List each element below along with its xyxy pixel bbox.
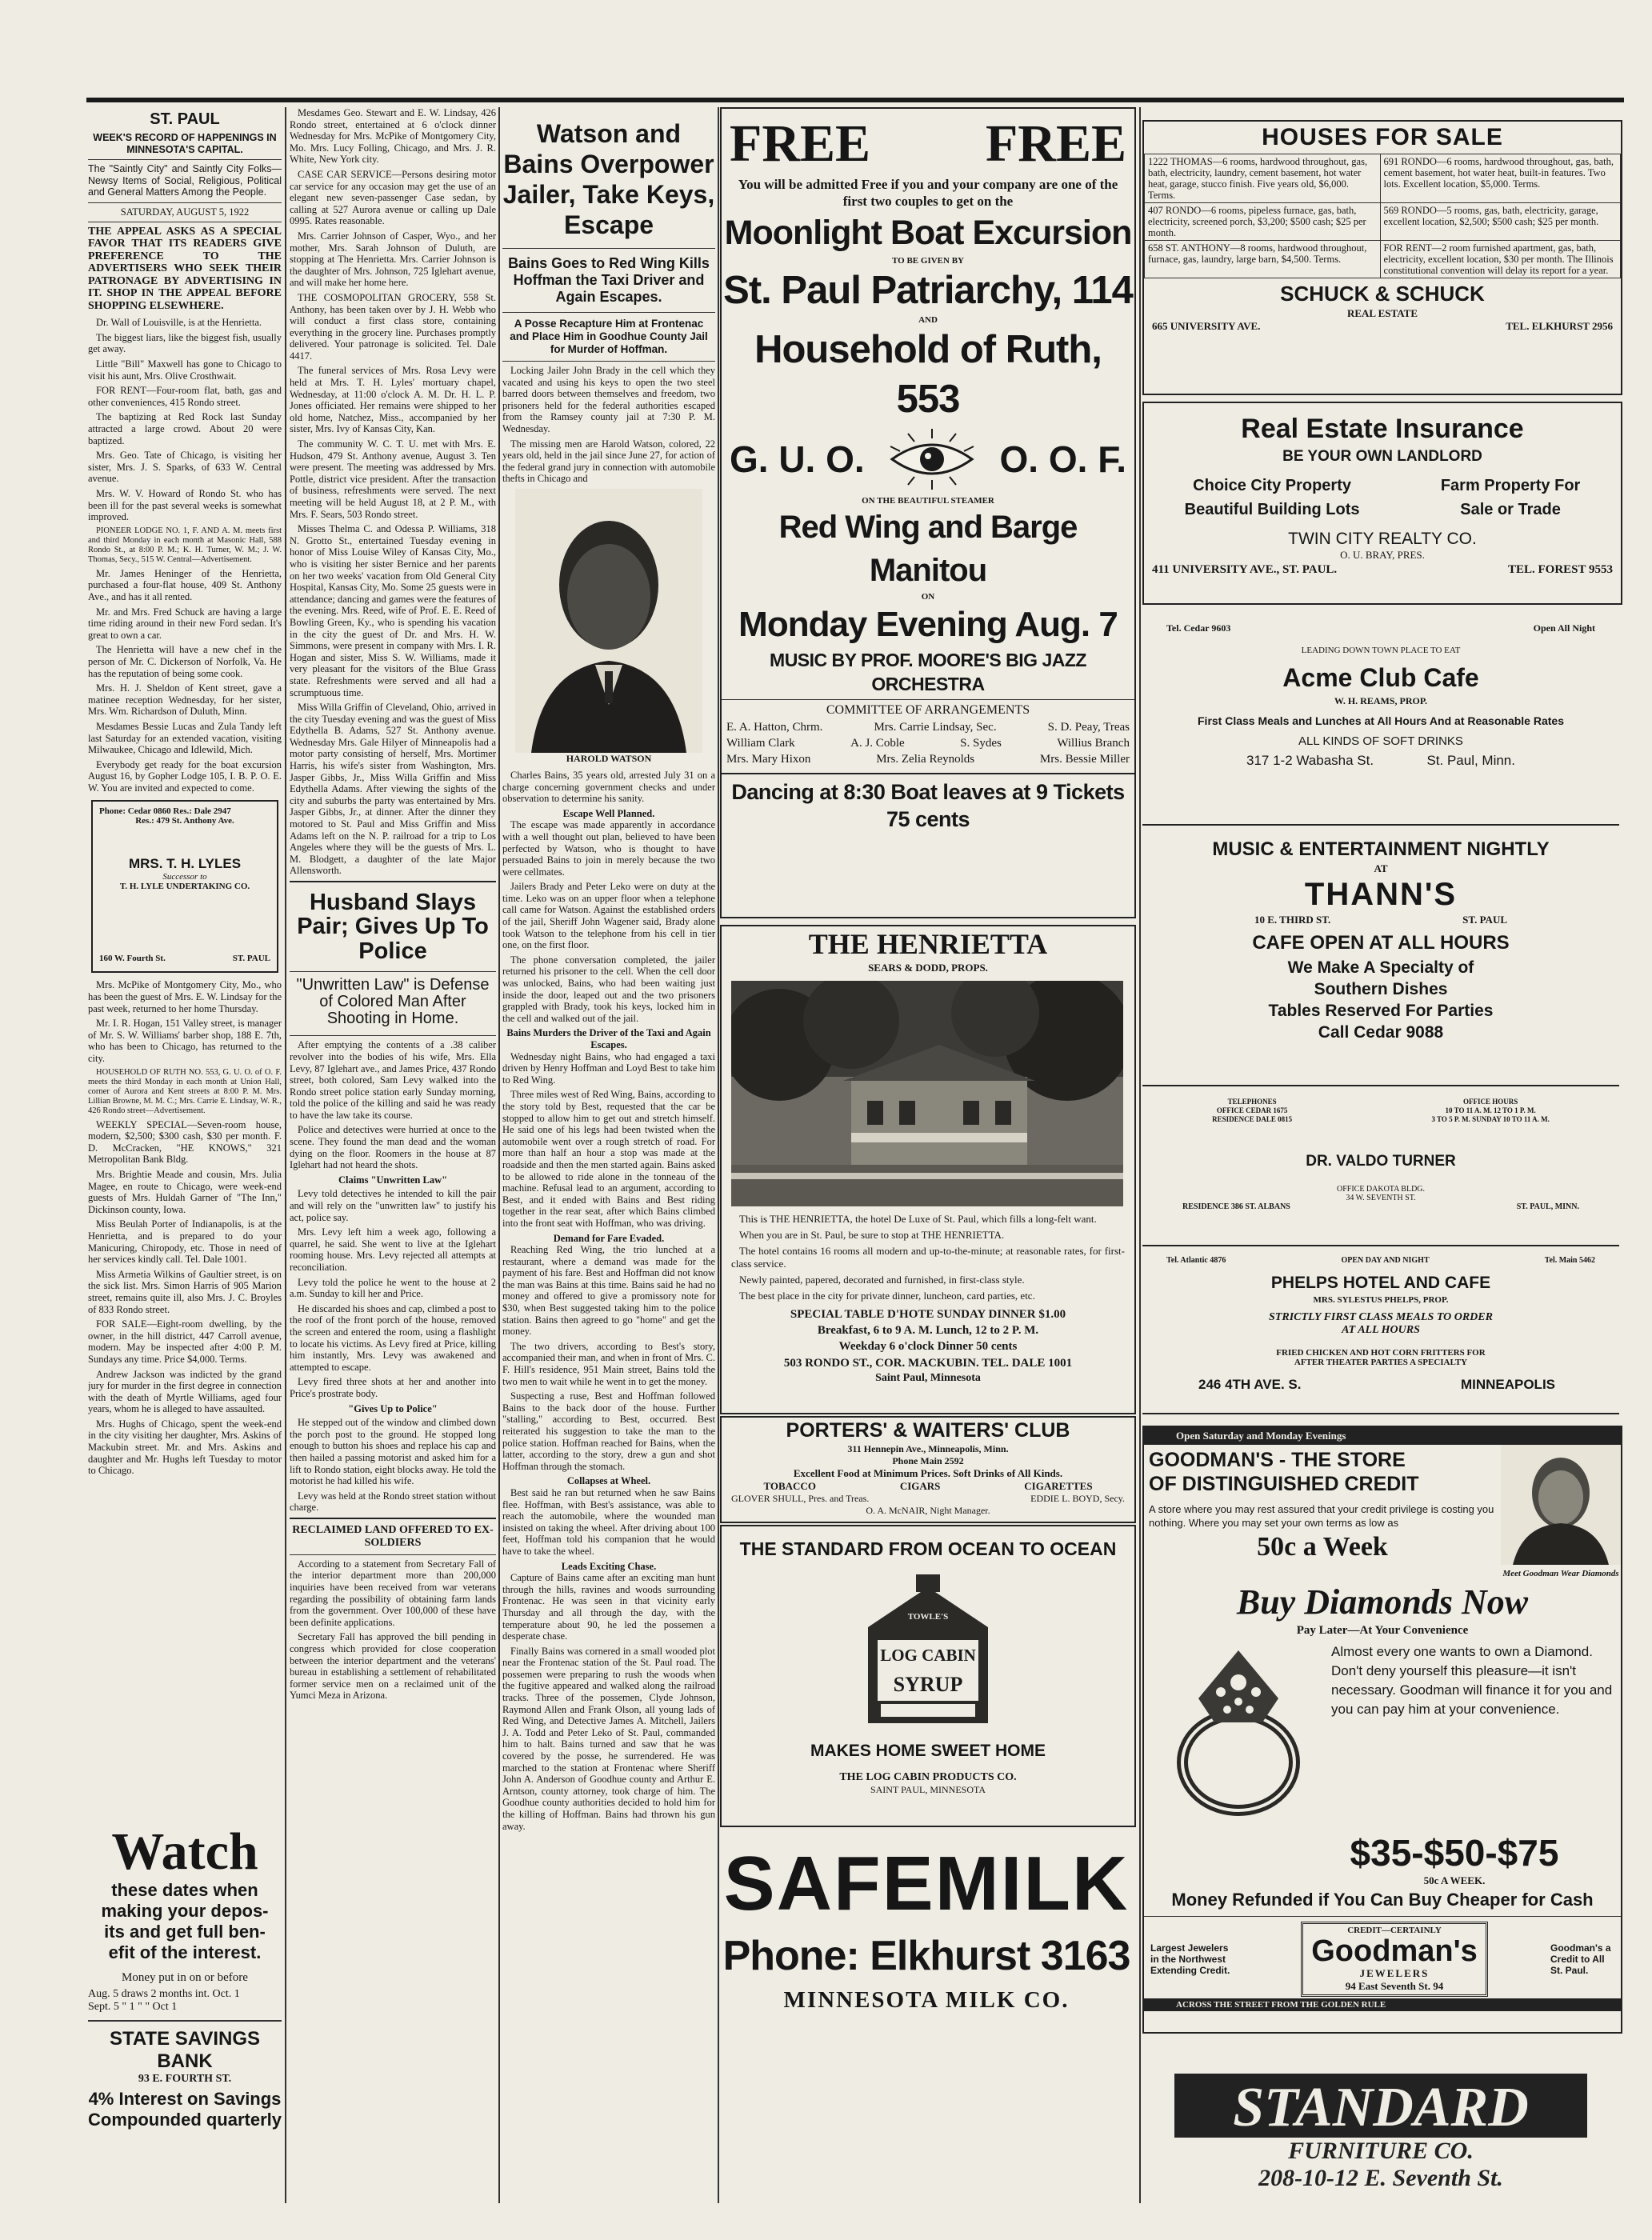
henrietta-line: The hotel contains 16 rooms all modern and up-to-the-minute; at reasonable rates, for first-class service. — [731, 1245, 1125, 1270]
divider — [290, 971, 496, 972]
standard-title: STANDARD — [1233, 2077, 1529, 2138]
porters-secretary: EDDIE L. BOYD, Secy. — [1030, 1493, 1125, 1504]
twin-city-realty-ad — [1142, 402, 1622, 605]
thanns-tables: Tables Reserved For Parties — [1268, 1002, 1494, 1020]
news-item: Mesdames Bessie Lucas and Zula Tandy left last Saturday for an extended vacation, visiting Milwaukee, Chicago and Idlewild, Mich. — [88, 720, 282, 756]
committee-member: Mrs. Zelia Reynolds — [876, 753, 975, 766]
bank-name: STATE SAVINGS BANK — [109, 2028, 260, 2072]
lyles-phones: Phone: Cedar 0860 Res.: Dale 2947 — [99, 806, 231, 817]
story-paragraph: Jailers Brady and Peter Leko were on duty at the time. Leko was on an upper floor when a telephone call came for Watson. Against the established orders of the jail, Sheriff John Wagener said, Brady alone took Watson to the telephone from his cell in tier one, on the first floor. — [502, 881, 715, 951]
committee-member: E. A. Hatton, Chrm. — [726, 721, 823, 734]
story-subhead: Bains Murders the Driver of the Taxi and Again Escapes. — [506, 1027, 711, 1050]
log-cabin-slogan: MAKES HOME SWEET HOME — [810, 1742, 1046, 1760]
phelps-hotel-ad — [1142, 1253, 1619, 1414]
henrietta-breakfast: Breakfast, 6 to 9 A. M. Lunch, 12 to 2 P. M. — [817, 1324, 1039, 1337]
acme-address: 317 1-2 Wabasha St. — [1246, 753, 1374, 768]
news-item: WEEKLY SPECIAL—Seven-room house, modern, $2,500; $300 cash, $30 per month. F. D. McCracken, "HE KNOWS," 321 Metropolitan Bank Bldg. — [88, 1118, 282, 1166]
porters-title: PORTERS' & WAITERS' CLUB — [786, 1419, 1070, 1442]
goodman-title: OF DISTINGUISHED CREDIT — [1149, 1473, 1419, 1495]
watch-row: Sept. 5 " 1 " " Oct 1 — [88, 2001, 178, 2013]
committee-member: S. D. Peay, Treas — [1047, 721, 1130, 734]
thanns-at: AT — [1374, 862, 1388, 874]
story-paragraph: Capture of Bains came after an exciting man hunt through the hills, ravines and woods surrounding Frontenac. He was seen in that vicinity early Thursday and all through the day, with the temperature about 90, he led the possemen a desperate chase. — [502, 1572, 715, 1642]
news-item: HOUSEHOLD OF RUTH NO. 553, G. U. O. of O. F. meets the third Monday in each month at Union Hall, corner of Aurora and Kent streets at 8:00 P. M. Mrs. Lillian Browne, M. M. C.; Mrs. Carrie E. Lindsay, W. R., 426 Rondo street—Advertisement. — [88, 1067, 282, 1115]
porters-phone: Phone Main 2592 — [892, 1455, 964, 1466]
turner-hours: 3 TO 5 P. M. SUNDAY 10 TO 11 A. M. — [1431, 1115, 1550, 1123]
divider — [290, 881, 496, 882]
porters-item: CIGARS — [899, 1480, 941, 1492]
story-paragraph: He discarded his shoes and cap, climbed a post to the roof of the front porch of the house, removed the screen and entered the room, using a flashlight to locate his victims. As Levy fired at Price, killing him instantly, Mrs. Levy was awakened and attempted to escape. — [290, 1302, 496, 1373]
goodman-body: A store where you may rest assured that your credit privilege is costing you nothing. Where you may set your own terms as low as — [1149, 1503, 1494, 1529]
reclaimed-headline: RECLAIMED LAND OFFERED TO EX-SOLDIERS — [292, 1523, 494, 1549]
realty-pres: O. U. BRAY, PRES. — [1340, 549, 1425, 561]
committee-member: Mrs. Mary Hixon — [726, 753, 811, 766]
acme-meals: First Class Meals and Lunches at All Hours And at Reasonable Rates — [1198, 714, 1564, 727]
story-subhead: Escape Well Planned. — [562, 807, 655, 819]
lyles-undertaking-ad — [91, 800, 278, 973]
goodman-fifty: 50c A WEEK. — [1423, 1874, 1486, 1886]
can-brand: TOWLE'S — [907, 1612, 949, 1622]
watch-title: Watch — [111, 1822, 258, 1881]
committee-member: William Clark — [726, 737, 795, 750]
henrietta-title: THE HENRIETTA — [808, 928, 1048, 960]
column-divider — [498, 107, 500, 2203]
lyles-residence: Res.: 479 St. Anthony Ave. — [135, 816, 234, 826]
porters-manager: O. A. McNAIR, Night Manager. — [866, 1505, 990, 1516]
divider — [290, 1518, 496, 1519]
houses-title: HOUSES FOR SALE — [1262, 124, 1503, 150]
news-item: Mrs. Brightie Meade and cousin, Mrs. Julia Magee, en route to Chicago, were week-end guests of Mrs. Huldah Garner of "The Inn," Dickinson county, Iowa. — [88, 1169, 282, 1215]
can-name: LOG CABIN — [880, 1646, 976, 1665]
log-cabin-title: THE STANDARD FROM OCEAN TO OCEAN — [739, 1538, 1117, 1559]
goodman-image — [1501, 1445, 1621, 1565]
standard-furniture-ad — [1142, 2066, 1619, 2194]
thanns-specialty: Southern Dishes — [1314, 980, 1448, 998]
state-savings-bank-ad — [88, 1824, 282, 2200]
thanns-call: Call Cedar 9088 — [1318, 1023, 1444, 1042]
goodman-pay-later: Pay Later—At Your Convenience — [1296, 1624, 1469, 1637]
oof-label: O. O. F. — [999, 438, 1126, 480]
acme-drinks: ALL KINDS OF SOFT DRINKS — [1298, 734, 1463, 748]
goodmans-jewelers-ad — [1142, 1426, 1622, 2034]
phelps-tel: Tel. Main 5462 — [1544, 1256, 1595, 1265]
goodman-across: ACROSS THE STREET FROM THE GOLDEN RULE — [1144, 1998, 1621, 2011]
thanns-music: MUSIC & ENTERTAINMENT NIGHTLY — [1212, 838, 1550, 860]
log-cabin-city: SAINT PAUL, MINNESOTA — [870, 1784, 986, 1795]
acme-tel: Tel. Cedar 9603 — [1166, 622, 1231, 634]
standard-logo — [1158, 2066, 1603, 2194]
porters-tagline: Excellent Food at Minimum Prices. Soft Drinks of All Kinds. — [793, 1467, 1063, 1479]
acme-city: St. Paul, Minn. — [1426, 753, 1515, 768]
news-item: Mrs. W. V. Howard of Rondo St. who has been ill for the past several weeks is somewhat improved. — [88, 488, 282, 523]
lyles-successor: Successor to — [162, 872, 207, 882]
story-paragraph: The escape was made apparently in accordance with a well thought out plan, believed to have been perfected by Watson, who is thought to have persuaded Bains to join in merely because the two were cellmates. — [502, 819, 715, 878]
turner-office: OFFICE DAKOTA BLDG. — [1336, 1185, 1426, 1194]
news-item: Dr. Wall of Louisville, is at the Henrietta. — [96, 317, 262, 329]
story-paragraph: Finally Bains was cornered in a small wooded plot near the Frontenac station of the St. Paul road. The possemen were preparing to rush the woods when the fugitive appeared and walked along the railroad tracks. Three of the possemen, Clyde Johnson, Raymond Allen and Frank Olson, all young lads of Red Wing, and Detective James A. Mitchell, Jailers J. A. Todd and Peter Leko of St. Paul, commanded him to halt. Bains turned and saw that he was covered by the posse, he surrendered. He was marched to the station at Frontenac where Sheriff John A. Anderson of Goodhue county and Arthur E. Arntson, county attorney, took charge of him. The Goodhue county authorities decided to hold him for the killing of Hoffman. Bains had thrown his gun away. — [502, 1645, 715, 1832]
realty-tel: TEL. FOREST 9553 — [1507, 563, 1613, 576]
dr-turner-card — [1142, 1093, 1619, 1246]
goodman-portrait — [1501, 1445, 1621, 1581]
news-item: Mrs. H. J. Sheldon of Kent street, gave a matinee reception Wednesday, for her sister, Mrs. Wm. Richardson of Duluth, Minn. — [88, 682, 282, 718]
acme-leading: LEADING DOWN TOWN PLACE TO EAT — [1301, 646, 1461, 655]
news-item: Mrs. Hughs of Chicago, spent the week-end in the city visiting her daughter, Mrs. Askins of Mackubin street. Mr. and Mrs. Askins and daughter and Mr. Hughs left Tuesday to motor to Chicago. — [88, 1418, 282, 1477]
story-paragraph: Mrs. Levy left him a week ago, following a quarrel, he said. She went to live at the Iglehart rooming house. Mrs. Levy rejected all attempts at reconciliation. — [290, 1226, 496, 1273]
news-item: Everybody get ready for the boat excursion August 16, by Gopher Lodge 105, I. B. P. O. E. W. You are invited and expected to come. — [88, 758, 282, 794]
acme-open: Open All Night — [1533, 622, 1595, 634]
watch-row: Aug. 5 draws 2 months int. Oct. 1 — [88, 1988, 240, 2000]
slays-story — [290, 1039, 496, 1514]
story-paragraph: The missing men are Harold Watson, colored, 22 years old, held in the jail since June 27, for action of the federal grand jury in connection with automobile thefts in Chicago and — [502, 438, 715, 485]
divider — [88, 159, 282, 160]
safemilk-ad — [720, 1840, 1133, 2192]
story-paragraph: Reaching Red Wing, the trio lunched at a restaurant, where a demand was made for the payment of his fare. Best and Hoffman did not know the man was Bains at this time. Bains said he had no money and offered to give a promissory note for $30, when Best suggested taking him to the police station. Bains then agreed to go "home" and get the money. — [502, 1244, 715, 1338]
safemilk-phone: Phone: Elkhurst 3163 — [722, 1933, 1130, 1979]
harold-watson-photo — [515, 489, 702, 753]
on-label: ON — [921, 592, 935, 602]
story-paragraph: Wednesday night Bains, who had engaged a taxi driven by Henry Hoffman and Loyd Best to take him to Red Wing. — [502, 1050, 715, 1086]
houses-sub: REAL ESTATE — [1346, 307, 1418, 319]
henrietta-photo — [731, 981, 1125, 1206]
standard-address: 208-10-12 E. Seventh St. — [1258, 2165, 1503, 2191]
event-name: Moonlight Boat Excursion — [724, 214, 1132, 252]
news-items-continued — [88, 979, 282, 1476]
news-item: Mrs. McPike of Montgomery City, Mo., who has been the guest of Mrs. E. W. Lindsay for the past week, returned to her home Thursday. — [88, 979, 282, 1014]
escape-subhead-2: A Posse Recapture Him at Frontenac and Place Him in Goodhue County Jail for Murder of Hoffman. — [510, 318, 708, 355]
porters-item: CIGARETTES — [1024, 1480, 1093, 1492]
boat-name: Red Wing and Barge Manitou — [778, 510, 1078, 588]
bank-compound: Compounded quarterly — [88, 2110, 282, 2130]
porters-item: TOBACCO — [763, 1480, 816, 1492]
column-escape-story — [502, 107, 715, 2203]
portrait-image — [515, 489, 702, 753]
news-item: Miss Willa Griffin of Cleveland, Ohio, arrived in the city Tuesday evening and was the guest of Miss Edythella B. Adams, 527 St. Anthony avenue. Wednesday Mrs. Gale Hilyer of Minneapolis had a motor party consisting of herself, Mrs. Mortimer Harris, his wife's sister from Washington, Mrs. Jasper Gibbs, Jr., Miss Willa Griffin and Miss Edythella Adams. After viewing the sights of the city and suburbs the party was entertained by Mrs. Jasper Gibbs, Jr., at dinner. After the dinner they motored to St. Paul and Miss Griffin and Miss Adams left on the N. P. railroad for a trip to Los Angeles where they will be the guests of Mrs. L. M. Blodgett, a daughter of the late Major Allensworth. — [290, 702, 496, 877]
henrietta-special: SPECIAL TABLE D'HOTE SUNDAY DINNER $1.00 — [790, 1308, 1066, 1321]
story-paragraph: The phone conversation completed, the jailer returned his prisoner to the cell. When the cell door was unlocked, Bains, who had been waiting just inside the door, leaped out and the two prisoners grappled with Brady, took his keys, locked him in the cell and walked out of the jail. — [502, 954, 715, 1024]
phelps-fried: FRIED CHICKEN AND HOT CORN FRITTERS FOR — [1276, 1348, 1486, 1358]
story-paragraph: Levy told detectives he intended to kill the pair and will rely on the "unwritten law" to justify his act, police say. — [290, 1188, 496, 1223]
phelps-prop: MRS. SYLESTUS PHELPS, PROP. — [1313, 1295, 1449, 1305]
news-item: FOR RENT—Four-room flat, bath, gas and other conveniences, 415 Rondo street. — [88, 385, 282, 408]
section-title: ST. PAUL — [150, 110, 220, 128]
news-item: The funeral services of Mrs. Rosa Levy were held at Mrs. T. H. Lyles' mortuary chapel, Wednesday, at 11:00 o'clock A. M. Dr. H. L. P. Jones officiated. Her remains were shipped to her old home, Natchez, Miss., accompanied by her sister, Mrs. Ivy of Kansas City, Kan. — [290, 365, 496, 435]
story-paragraph: After emptying the contents of a .38 caliber revolver into the bodies of his wife, Mrs. Ella Levy, 87 Iglehart ave., and James Price, 437 Rondo street, both colored, Sam Levy walked into the Rondo street police station early Sunday morning, told the police of the killing and said he was ready to have the law take its course. — [290, 1039, 496, 1121]
news-item: PIONEER LODGE NO. 1, F. AND A. M. meets first and third Monday in each month at Masonic Hall, 588 Rondo St., at 8:00 P. M.; K. H. Turner, W. M.; J. W. Thomas, Secy., 515 W. Central—Advertisement. — [88, 526, 282, 564]
goodman-prices: $35-$50-$75 — [1350, 1832, 1559, 1874]
diamond-ring-icon — [1150, 1642, 1326, 1826]
syrup-can-icon — [860, 1571, 996, 1731]
realty-item: Farm Property For — [1440, 477, 1581, 494]
realty-address: 411 UNIVERSITY AVE., ST. PAUL. — [1152, 563, 1338, 576]
music-label: MUSIC BY PROF. MOORE'S BIG JAZZ ORCHESTRA — [770, 650, 1086, 694]
escape-story — [502, 770, 715, 1832]
phelps-fried: AFTER THEATER PARTIES A SPECIALTY — [1294, 1358, 1468, 1367]
divider — [290, 1035, 496, 1036]
appeal-notice: THE APPEAL ASKS AS A SPECIAL FAVOR THAT ITS READERS GIVE PREFERENCE TO THE ADVERTISERS WHO SEEK THEIR PATRONAGE BY ADVERTISING IN IT. SHOP IN THE APPEAL BEFORE SHOPPING ELSEWHERE. — [88, 225, 282, 312]
story-paragraph: The two drivers, according to Best's story, accompanied their man, and when in front of Mrs. C. F. Hill's residence, 951 Main street, Bains told the two men to wait while he went in to get the money. — [502, 1340, 715, 1387]
reclaimed-story — [290, 1558, 496, 1702]
safemilk-company: MINNESOTA MILK CO. — [783, 1987, 1070, 2013]
divider — [88, 202, 282, 203]
phelps-city: MINNEAPOLIS — [1460, 1377, 1555, 1392]
henrietta-address: 503 RONDO ST., COR. MACKUBIN. TEL. DALE 1001 — [783, 1357, 1073, 1370]
thanns-cafe-ad — [1142, 837, 1619, 1086]
escape-subhead: Bains Goes to Red Wing Kills Hoffman the Taxi Driver and Again Escapes. — [508, 255, 710, 305]
society-items — [290, 107, 496, 877]
porters-president: GLOVER SHULL, Pres. and Treas. — [731, 1493, 870, 1504]
section-subtitle: WEEK'S RECORD OF HAPPENINGS IN MINNESOTA'S CAPITAL. — [93, 132, 277, 155]
goodman-logo-text: Goodman's — [1311, 1934, 1478, 1968]
thanns-specialty: We Make A Specialty of — [1287, 958, 1474, 977]
divider — [1144, 1916, 1621, 1917]
column-divider — [718, 107, 719, 2203]
watch-line: making your depos- — [101, 1901, 269, 1921]
story-subhead: "Gives Up to Police" — [348, 1402, 438, 1414]
watch-line: these dates when — [111, 1880, 258, 1900]
porters-waiters-club-ad — [720, 1416, 1136, 1523]
thanns-title: THANN'S — [1304, 877, 1458, 912]
phelps-meals: STRICTLY FIRST CLASS MEALS TO ORDER — [1269, 1311, 1493, 1323]
goodman-address: 94 East Seventh St. 94 — [1345, 1980, 1444, 1992]
news-item: Mr. James Heninger of the Henrietta, purchased a four-flat house, 409 St. Anthony Ave., and has it all rented. — [88, 567, 282, 602]
and-label: AND — [918, 315, 938, 325]
lyles-name: MRS. T. H. LYLES — [128, 856, 242, 872]
watch-line: efit of the interest. — [108, 1942, 262, 1962]
can-syrup: SYRUP — [893, 1673, 963, 1696]
committee-member: Willius Branch — [1057, 737, 1130, 750]
free-right: FREE — [985, 114, 1126, 173]
listing: 1222 THOMAS—6 rooms, hardwood throughout, gas, bath, electricity, laundry, cement basement, hot water heat, garage, stucco finish. Five years old, $6,000. Terms. — [1145, 154, 1381, 203]
story-paragraph: Suspecting a ruse, Best and Hoffman followed Bains to the back door of the house. Further "stalling," according to Best, occurred. Best reiterated his suggestion to take the man to the police station. Hoffman reached for Bains, when the latter, according to the story, drew a gun and shot Hoffman through the stomach. — [502, 1390, 715, 1472]
news-item: CASE CAR SERVICE—Persons desiring motor car service for any occasion may get the use of an elegant new seven-passenger Case sedan, by calling at 527 Aurora avenue or calling up Dale 0995. Rates reasonable. — [290, 168, 496, 227]
committee-member: Mrs. Bessie Miller — [1039, 753, 1130, 766]
news-item: FOR SALE—Eight-room dwelling, by the owner, in the hill district, 447 Carroll avenue, modern. May be inspected after 4:00 P. M. Sundays any time. Price $4,000. Terms. — [88, 1318, 282, 1365]
goodman-open: Open Saturday and Monday Evenings — [1144, 1427, 1621, 1445]
turner-hours-label: OFFICE HOURS — [1463, 1098, 1518, 1106]
free-boat-excursion-ad — [720, 107, 1136, 918]
houses-for-sale-ad — [1142, 120, 1622, 395]
news-item: Miss Beulah Porter of Indianapolis, is at the Henrietta, and is prepared to do your Manicuring, Chiropody, etc. Those in need of her services kindly call. Tel. Dale 1001. — [88, 1218, 282, 1266]
story-paragraph: Three miles west of Red Wing, Bains, according to the story told by Best, requested that the car be stopped to allow him to get out and stretch himself. He said one of his legs had been twisted when the automobile went over a rough stretch of road. For more than half an hour a stop was made at the roadside and then the men started again. Bains asked to be allowed to ride alone in the tonneau of the machine. Refusal lead to an argument, according to Best, and it ended with Bains and Best riding together in the rear seat, after which Bains climbed into the front seat with Hoffman, who was driving. — [502, 1089, 715, 1229]
org-patriarchy: St. Paul Patriarchy, 114 — [723, 269, 1133, 312]
thanns-city: ST. PAUL — [1462, 914, 1507, 926]
steamer-label: ON THE BEAUTIFUL STEAMER — [862, 496, 994, 506]
page-top-rule — [86, 98, 1624, 102]
standard-sub: FURNITURE CO. — [1288, 2138, 1474, 2164]
committee-title: COMMITTEE OF ARRANGEMENTS — [826, 703, 1030, 717]
column-divider — [285, 107, 286, 2203]
houses-address: 665 UNIVERSITY AVE. — [1152, 320, 1261, 332]
escape-headline: Watson and Bains Overpower Jailer, Take Keys, Escape — [502, 119, 715, 239]
story-subhead: Demand for Fare Evaded. — [553, 1232, 665, 1244]
houses-tel: TEL. ELKHURST 2956 — [1506, 320, 1613, 332]
phelps-title: PHELPS HOTEL AND CAFE — [1270, 1274, 1491, 1292]
turner-name: DR. VALDO TURNER — [1306, 1153, 1456, 1170]
story-paragraph: Levy was held at the Rondo street station without charge. — [290, 1490, 496, 1514]
story-paragraph: Levy told the police he went to the house at 2 a.m. Sunday to kill her and Price. — [290, 1276, 496, 1300]
news-item: THE COSMOPOLITAN GROCERY, 558 St. Anthony, has been taken over by J. H. Webb who will conduct a first class store, containing everything in the grocery line. Purchases promptly delivered. Your patronage is solicited. Tel. Dale 4417. — [290, 291, 496, 362]
henrietta-hotel-ad — [720, 925, 1136, 1414]
bank-interest: 4% Interest on Savings — [88, 2089, 282, 2109]
photo-caption: HAROLD WATSON — [566, 752, 652, 764]
org-household-of-ruth: Household of Ruth, 553 — [754, 328, 1102, 421]
news-item: The biggest liars, like the biggest fish, usually get away. — [88, 331, 282, 355]
turner-residence: RESIDENCE 386 ST. ALBANS — [1182, 1202, 1290, 1211]
goodman-largest: Largest Jewelers in the Northwest Extending Credit. — [1150, 1942, 1230, 1976]
turner-hours: 10 TO 11 A. M. 12 TO 1 P. M. — [1445, 1106, 1536, 1114]
henrietta-line: Newly painted, papered, decorated and furnished, in first-class style. — [739, 1274, 1025, 1286]
lyles-city: ST. PAUL — [232, 954, 270, 964]
henrietta-props: SEARS & DODD, PROPS. — [868, 962, 988, 974]
goodman-credit: CREDIT—CERTAINLY — [1347, 1926, 1442, 1935]
thanns-address: 10 E. THIRD ST. — [1254, 914, 1331, 926]
divider — [502, 361, 715, 362]
realty-item: Choice City Property — [1193, 477, 1351, 494]
divider — [88, 2020, 282, 2022]
news-item: Little "Bill" Maxwell has gone to Chicago to visit his aunt, Mrs. Olive Crosthwait. — [88, 358, 282, 382]
divider — [290, 1554, 496, 1555]
news-item: Mrs. Geo. Tate of Chicago, is visiting her sister, Mrs. J. S. Sparks, of 633 W. Central avenue. — [88, 450, 282, 485]
watch-money: Money put in on or before — [122, 1971, 248, 1984]
goodman-meet: Meet Goodman Wear Diamonds — [1502, 1569, 1619, 1578]
henrietta-line: This is THE HENRIETTA, the hotel De Luxe of St. Paul, which fills a long-felt want. — [739, 1213, 1097, 1225]
committee-member: Mrs. Carrie Lindsay, Sec. — [874, 721, 997, 734]
news-item: Misses Thelma C. and Odessa P. Williams, 318 N. Grotto St., entertained Tuesday evening in honor of Miss Louise Wiley of Kansas City, Mo., who is visiting her sister Bernice and her parents on her two weeks' vacation from Old General City Hospital, Kansas City, Mo. Some 25 guests were in attendance; dancing and games were the features of the evening. Mrs. Reed, wife of Prof. E. E. Reed of Bowling Green, Ky., who is spending his vacation in the city the guest of Dr. and Mrs. H. W. Simmons, were present in company with Mrs. I. R. Hogan and sister, Miss S. W. Williams, made it very pleasant for the visitors of the Blue Grass state. Refreshments were served and all had a scrumptuous time. — [290, 523, 496, 698]
listing: FOR RENT—2 room furnished apartment, gas, bath, electricity, excellent location, $30 per month. The Illinois constitutional convention will delay its report for a year. — [1380, 241, 1620, 278]
story-subhead: Claims "Unwritten Law" — [338, 1174, 448, 1186]
goodman-jewelers: JEWELERS — [1359, 1967, 1430, 1979]
section-intro: The "Saintly City" and Saintly City Folks—Newsy Items of Social, Religious, Political and General Matters Among the People. — [88, 163, 282, 198]
goodman-refund: Money Refunded if You Can Buy Cheaper for Cash — [1171, 1890, 1594, 1910]
goodman-buy: Buy Diamonds Now — [1236, 1582, 1529, 1622]
divider — [722, 773, 1134, 774]
realty-slogan: BE YOUR OWN LANDLORD — [1282, 448, 1482, 465]
realty-item: Sale or Trade — [1460, 501, 1561, 518]
event-date: Monday Evening Aug. 7 — [738, 605, 1118, 644]
escape-lead — [502, 365, 715, 485]
story-paragraph: Charles Bains, 35 years old, arrested July 31 on a charge concerning government checks and under observation to determine his sanity. — [502, 769, 715, 805]
news-item: Miss Armetia Wilkins of Gaultier street, is on the sick list. Mrs. Simon Harris of 905 Marion street, remains quite ill, also Mrs. J. C. Broyles of 833 Rondo street. — [88, 1268, 282, 1315]
thanns-cafe: CAFE OPEN AT ALL HOURS — [1252, 932, 1510, 954]
goodman-week: 50c a Week — [1257, 1532, 1388, 1562]
committee-list — [722, 718, 1134, 769]
news-item: Mesdames Geo. Stewart and E. W. Lindsay, 426 Rondo street, entertained at 6 o'clock dinner Wednesday for Mrs. McPike of Montgomery City, Mo. Mrs. Lucy Folling, Chicago, and Mrs. J. R. White, New York city. — [290, 107, 496, 166]
news-item: The Henrietta will have a new chef in the person of Mr. C. Dickerson of Norfolk, Va. He has the reputation of being some cook. — [88, 644, 282, 679]
story-paragraph: According to a statement from Secretary Fall of the interior department more than 200,000 inquiries have been received from war veterans regarding the possibility of obtaining farm lands from the government. Over 100,000 of these have been definite applications. — [290, 1558, 496, 1628]
turner-phones-label: TELEPHONES — [1227, 1098, 1277, 1106]
safemilk-title: SAFEMILK — [723, 1841, 1130, 1926]
lyles-address: 160 W. Fourth St. — [99, 954, 166, 964]
turner-phone: RESIDENCE DALE 0815 — [1212, 1115, 1293, 1123]
henrietta-line: When you are in St. Paul, be sure to stop at THE HENRIETTA. — [739, 1229, 1005, 1241]
free-left: FREE — [730, 114, 871, 173]
free-intro: You will be admitted Free if you and your company are one of the first two couples to get on the — [738, 177, 1118, 209]
realty-company: TWIN CITY REALTY CO. — [1288, 530, 1477, 548]
divider — [502, 312, 715, 313]
story-paragraph: Best said he ran but returned when he saw Bains flee. Hoffman, with Best's assistance, was able to reach the automobile, where the wounded man insisted on taking the wheel. After driving about 100 feet, Hoffman told his companion that he would have to take the wheel. — [502, 1486, 715, 1557]
column-divider — [1139, 107, 1141, 2203]
listings-table — [1144, 154, 1621, 278]
story-subhead: Leads Exciting Chase. — [561, 1560, 657, 1572]
story-paragraph: Locking Jailer John Brady in the cell which they vacated and using his keys to open the two steel barred doors between themselves and freedom, two prisoners held for the federal authorities escaped from the Ramsey county jail at 7:30 P. M. Wednesday. — [502, 365, 715, 434]
bank-address: 93 E. FOURTH ST. — [138, 2073, 232, 2085]
hotel-image — [731, 981, 1123, 1206]
phelps-meals: AT ALL HOURS — [1342, 1324, 1420, 1336]
news-item: Andrew Jackson was indicted by the grand jury for murder in the first degree in connection with the death of Myrtle Williams, aged four years, whom he is alleged to have assaulted. — [88, 1368, 282, 1415]
watch-line: its and get full ben- — [104, 1922, 266, 1942]
slays-subhead: "Unwritten Law" is Defense of Colored Man After Shooting in Home. — [296, 976, 490, 1028]
divider — [722, 699, 1134, 700]
acme-title: Acme Club Cafe — [1282, 663, 1479, 692]
henrietta-city: Saint Paul, Minnesota — [875, 1372, 981, 1384]
henrietta-description — [722, 1213, 1134, 1302]
henrietta-line: The best place in the city for private dinner, luncheon, card parties, etc. — [739, 1290, 1035, 1302]
turner-city: ST. PAUL, MINN. — [1516, 1202, 1579, 1211]
all-seeing-eye-icon — [884, 427, 980, 491]
slays-headline: Husband Slays Pair; Gives Up To Police — [297, 890, 489, 964]
listing: 407 RONDO—6 rooms, pipeless furnace, gas, bath, electricity, screened porch, $3,200; $500 cash; $25 per month. — [1145, 203, 1381, 241]
log-cabin-syrup-ad — [720, 1525, 1136, 1827]
given-by: TO BE GIVEN BY — [892, 256, 964, 266]
porters-address: 311 Hennepin Ave., Minneapolis, Minn. — [847, 1443, 1009, 1454]
news-item: Mrs. Carrier Johnson of Casper, Wyo., and her mother, Mrs. Sarah Johnson of Duluth, are stopping at The Henrietta. Mrs. Carrier Johnson is the daughter of Mrs. Johnson, 725 Iglehart avenue, and will make her home here. — [290, 230, 496, 289]
news-items — [88, 317, 282, 794]
committee-member: S. Sydes — [960, 737, 1002, 750]
goodman-logo — [1301, 1922, 1488, 1997]
story-paragraph: He stepped out of the window and climbed down the porch post to the ground. He stopped long enough to button his shoes and replace his cap and then hailed a passing motorist and asked him for a lift to Rondo station, eight blocks away. He told the motorist he had killed his wife. — [290, 1417, 496, 1487]
henrietta-weekday: Weekday 6 o'clock Dinner 50 cents — [838, 1340, 1018, 1353]
committee-member: A. J. Coble — [850, 737, 905, 750]
phelps-open: OPEN DAY AND NIGHT — [1341, 1256, 1430, 1265]
dancing-tickets: Dancing at 8:30 Boat leaves at 9 Tickets 75 cents — [731, 780, 1125, 831]
realty-item: Beautiful Building Lots — [1184, 501, 1360, 518]
acme-club-cafe-ad — [1142, 616, 1619, 826]
lyles-company: T. H. LYLE UNDERTAKING CO. — [119, 882, 250, 892]
story-paragraph: Police and detectives were hurried at once to the scene. They found the man dead and the woman dying on the floor. Roomers in the house at 87 Iglehart had not heard the shots. — [290, 1124, 496, 1171]
acme-prop: W. H. REAMS, PROP. — [1334, 695, 1428, 706]
story-paragraph: Levy fired three shots at her and another into Price's prostrate body. — [290, 1376, 496, 1399]
goodman-pitch: Almost every one wants to own a Diamond. Don't deny yourself this pleasure—it isn't necessary. Goodman will finance it for you and you can pay him at your convenience. — [1331, 1644, 1613, 1717]
goodman-title: GOODMAN'S - THE STORE — [1149, 1449, 1406, 1471]
news-item: The baptizing at Red Rock last Sunday attracted a large crowd. About 20 were baptized. — [88, 411, 282, 446]
story-subhead: Collapses at Wheel. — [566, 1475, 651, 1487]
column-society — [290, 107, 496, 2203]
divider — [502, 248, 715, 249]
listing: 691 RONDO—6 rooms, hardwood throughout, gas, bath, cement basement, hot water heat, built-in features. Two lots. Excellent location, $5,000. Terms. — [1380, 154, 1620, 203]
news-item: Mr. and Mrs. Fred Schuck are having a large time riding around in their new Ford sedan. It's great to own a car. — [88, 606, 282, 641]
listing: 658 ST. ANTHONY—8 rooms, hardwood throughout, furnace, gas, laundry, large barn, $4,500. Terms. — [1145, 241, 1381, 278]
news-item: The community W. C. T. U. met with Mrs. E. Hudson, 479 St. Anthony avenue, August 3. Ten were present. The meeting was addressed by Mrs. Pottle, district vice president. After the transaction of business, refreshments were served. The next meeting will be held August 18, at 2 P. M., with Mrs. F. Sears, 503 Rondo street. — [290, 438, 496, 520]
news-item: Mr. I. R. Hogan, 151 Valley street, is manager of Mr. S. W. Williams' barber shop, 188 E. 7th, who has been to Chicago, has returned to the city. — [88, 1018, 282, 1065]
houses-company: SCHUCK & SCHUCK — [1280, 282, 1485, 306]
phelps-tel: Tel. Atlantic 4876 — [1166, 1256, 1226, 1265]
turner-office-2: 34 W. SEVENTH ST. — [1346, 1194, 1416, 1202]
turner-phone: OFFICE CEDAR 1675 — [1216, 1106, 1288, 1114]
phelps-address: 246 4TH AVE. S. — [1198, 1377, 1302, 1392]
goodman-credit-all: Goodman's a Credit to All St. Paul. — [1550, 1942, 1611, 1976]
story-paragraph: Secretary Fall has approved the bill pending in congress which provided for close cooperation between the interior department and the veterans' bureau in establishing a settlement of rehabilitated former service men on a reclaimed unit of the Yumci Meza in Arizona. — [290, 1631, 496, 1702]
guo-label: G. U. O. — [730, 438, 865, 480]
realty-title: Real Estate Insurance — [1241, 414, 1524, 444]
log-cabin-company: THE LOG CABIN PRODUCTS CO. — [839, 1771, 1017, 1783]
listing: 569 RONDO—5 rooms, gas, bath, electricity, garage, excellent location, $2,500; $500 cash; $25 per month. — [1380, 203, 1620, 241]
issue-date: SATURDAY, AUGUST 5, 1922 — [120, 206, 250, 218]
